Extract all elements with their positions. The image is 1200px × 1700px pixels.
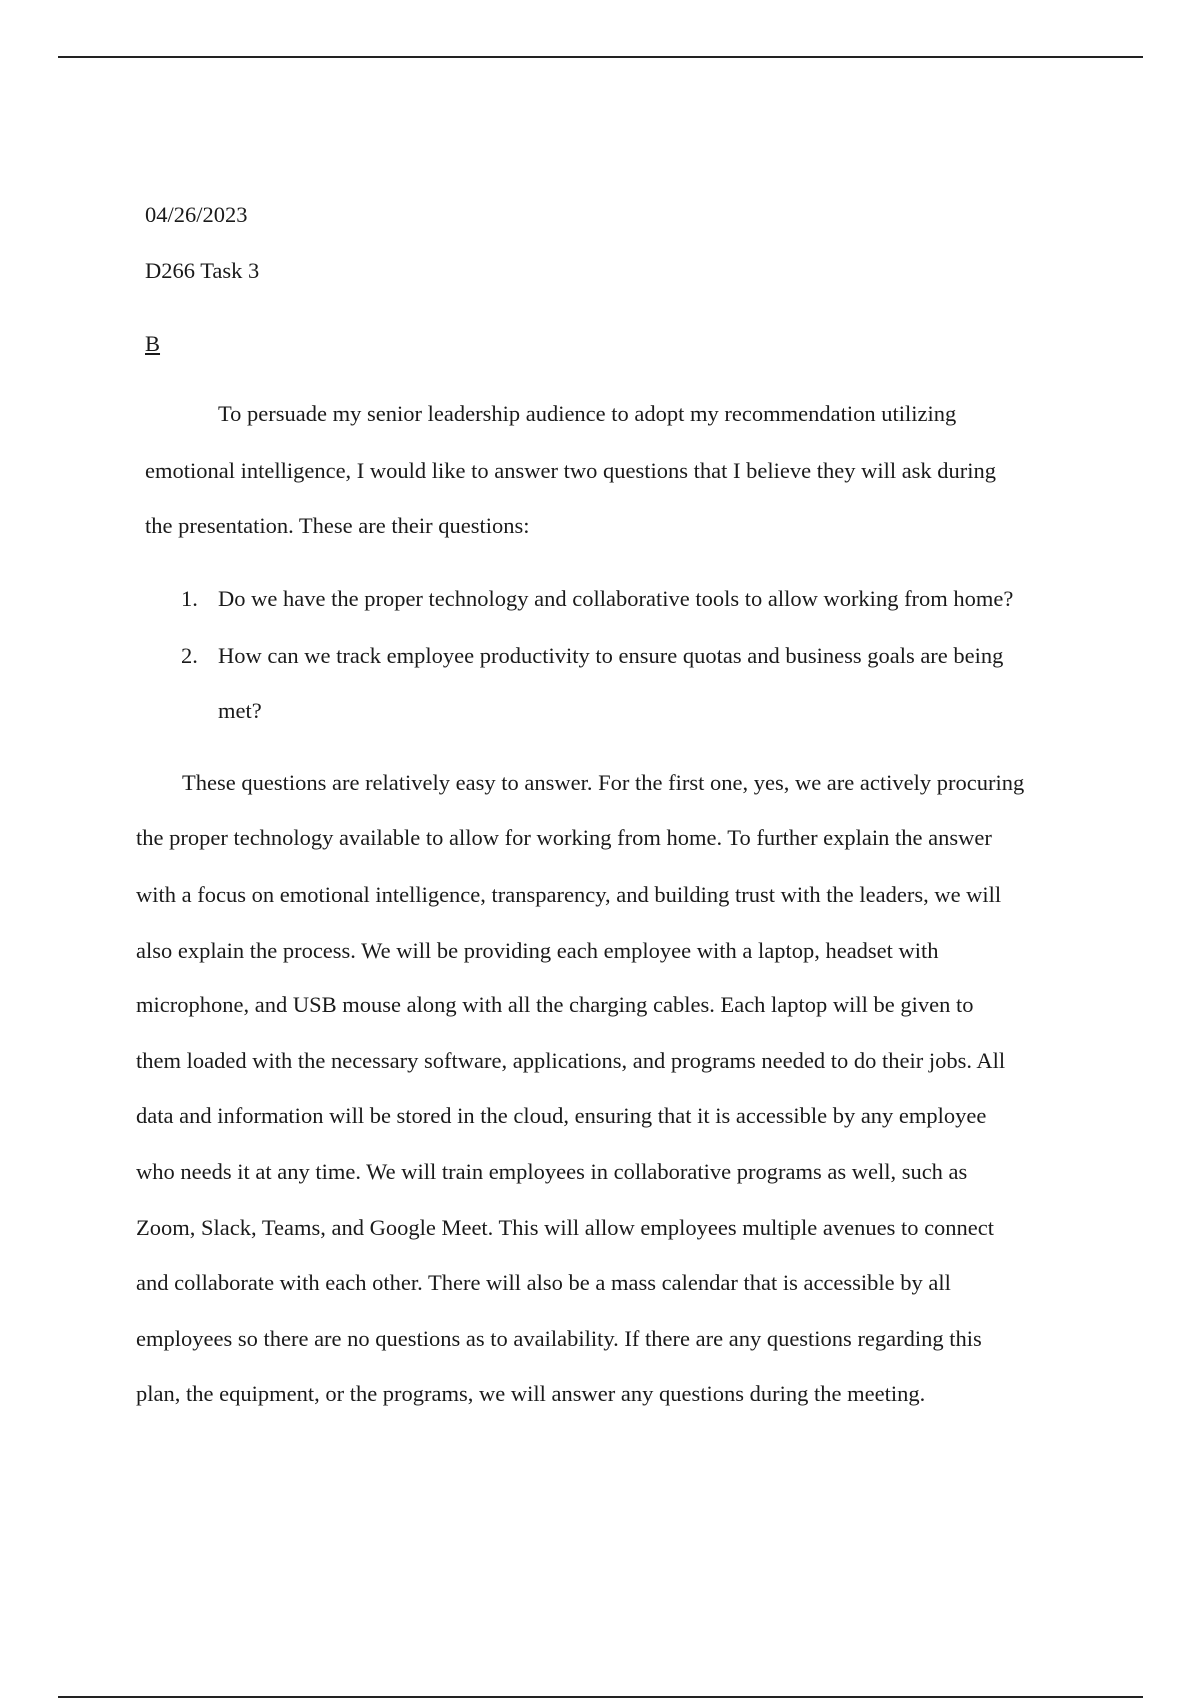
intro-line: the presentation. These are their questions: [145, 513, 530, 538]
bottom-divider [58, 1696, 1143, 1698]
question-text: met? [218, 698, 262, 723]
answer-line: Zoom, Slack, Teams, and Google Meet. This will allow employees multiple avenues to connect [136, 1215, 995, 1240]
answer-line: the proper technology available to allow for working from home. To further explain the answer [136, 825, 992, 850]
section-heading: B [145, 331, 161, 356]
answer-line: These questions are relatively easy to answer. For the first one, yes, we are actively procuring [182, 770, 1025, 795]
answer-line: them loaded with the necessary software, applications, and programs needed to do their jobs. All [136, 1048, 1006, 1073]
answer-line: employees so there are no questions as to availability. If there are any questions regarding this [136, 1326, 982, 1351]
answer-line: and collaborate with each other. There will also be a mass calendar that is accessible by all [136, 1270, 951, 1295]
question-number: 2. [181, 643, 198, 668]
answer-line: microphone, and USB mouse along with all the charging cables. Each laptop will be given to [136, 992, 974, 1017]
answer-line: data and information will be stored in the cloud, ensuring that it is accessible by any employee [136, 1103, 987, 1128]
intro-line: emotional intelligence, I would like to answer two questions that I believe they will ask during [145, 458, 997, 483]
question-text: How can we track employee productivity to ensure quotas and business goals are being [218, 643, 1004, 668]
intro-line: To persuade my senior leadership audience to adopt my recommendation utilizing [218, 401, 957, 426]
question-number: 1. [181, 586, 198, 611]
answer-line: who needs it at any time. We will train employees in collaborative programs as well, such as [136, 1159, 968, 1184]
document-date: 04/26/2023 [145, 202, 248, 227]
answer-line: also explain the process. We will be providing each employee with a laptop, headset with [136, 938, 939, 963]
question-text: Do we have the proper technology and collaborative tools to allow working from home? [218, 586, 1014, 611]
answer-line: with a focus on emotional intelligence, transparency, and building trust with the leaders, we will [136, 882, 1002, 907]
answer-line: plan, the equipment, or the programs, we will answer any questions during the meeting. [136, 1381, 926, 1406]
document-task-title: D266 Task 3 [145, 258, 260, 283]
